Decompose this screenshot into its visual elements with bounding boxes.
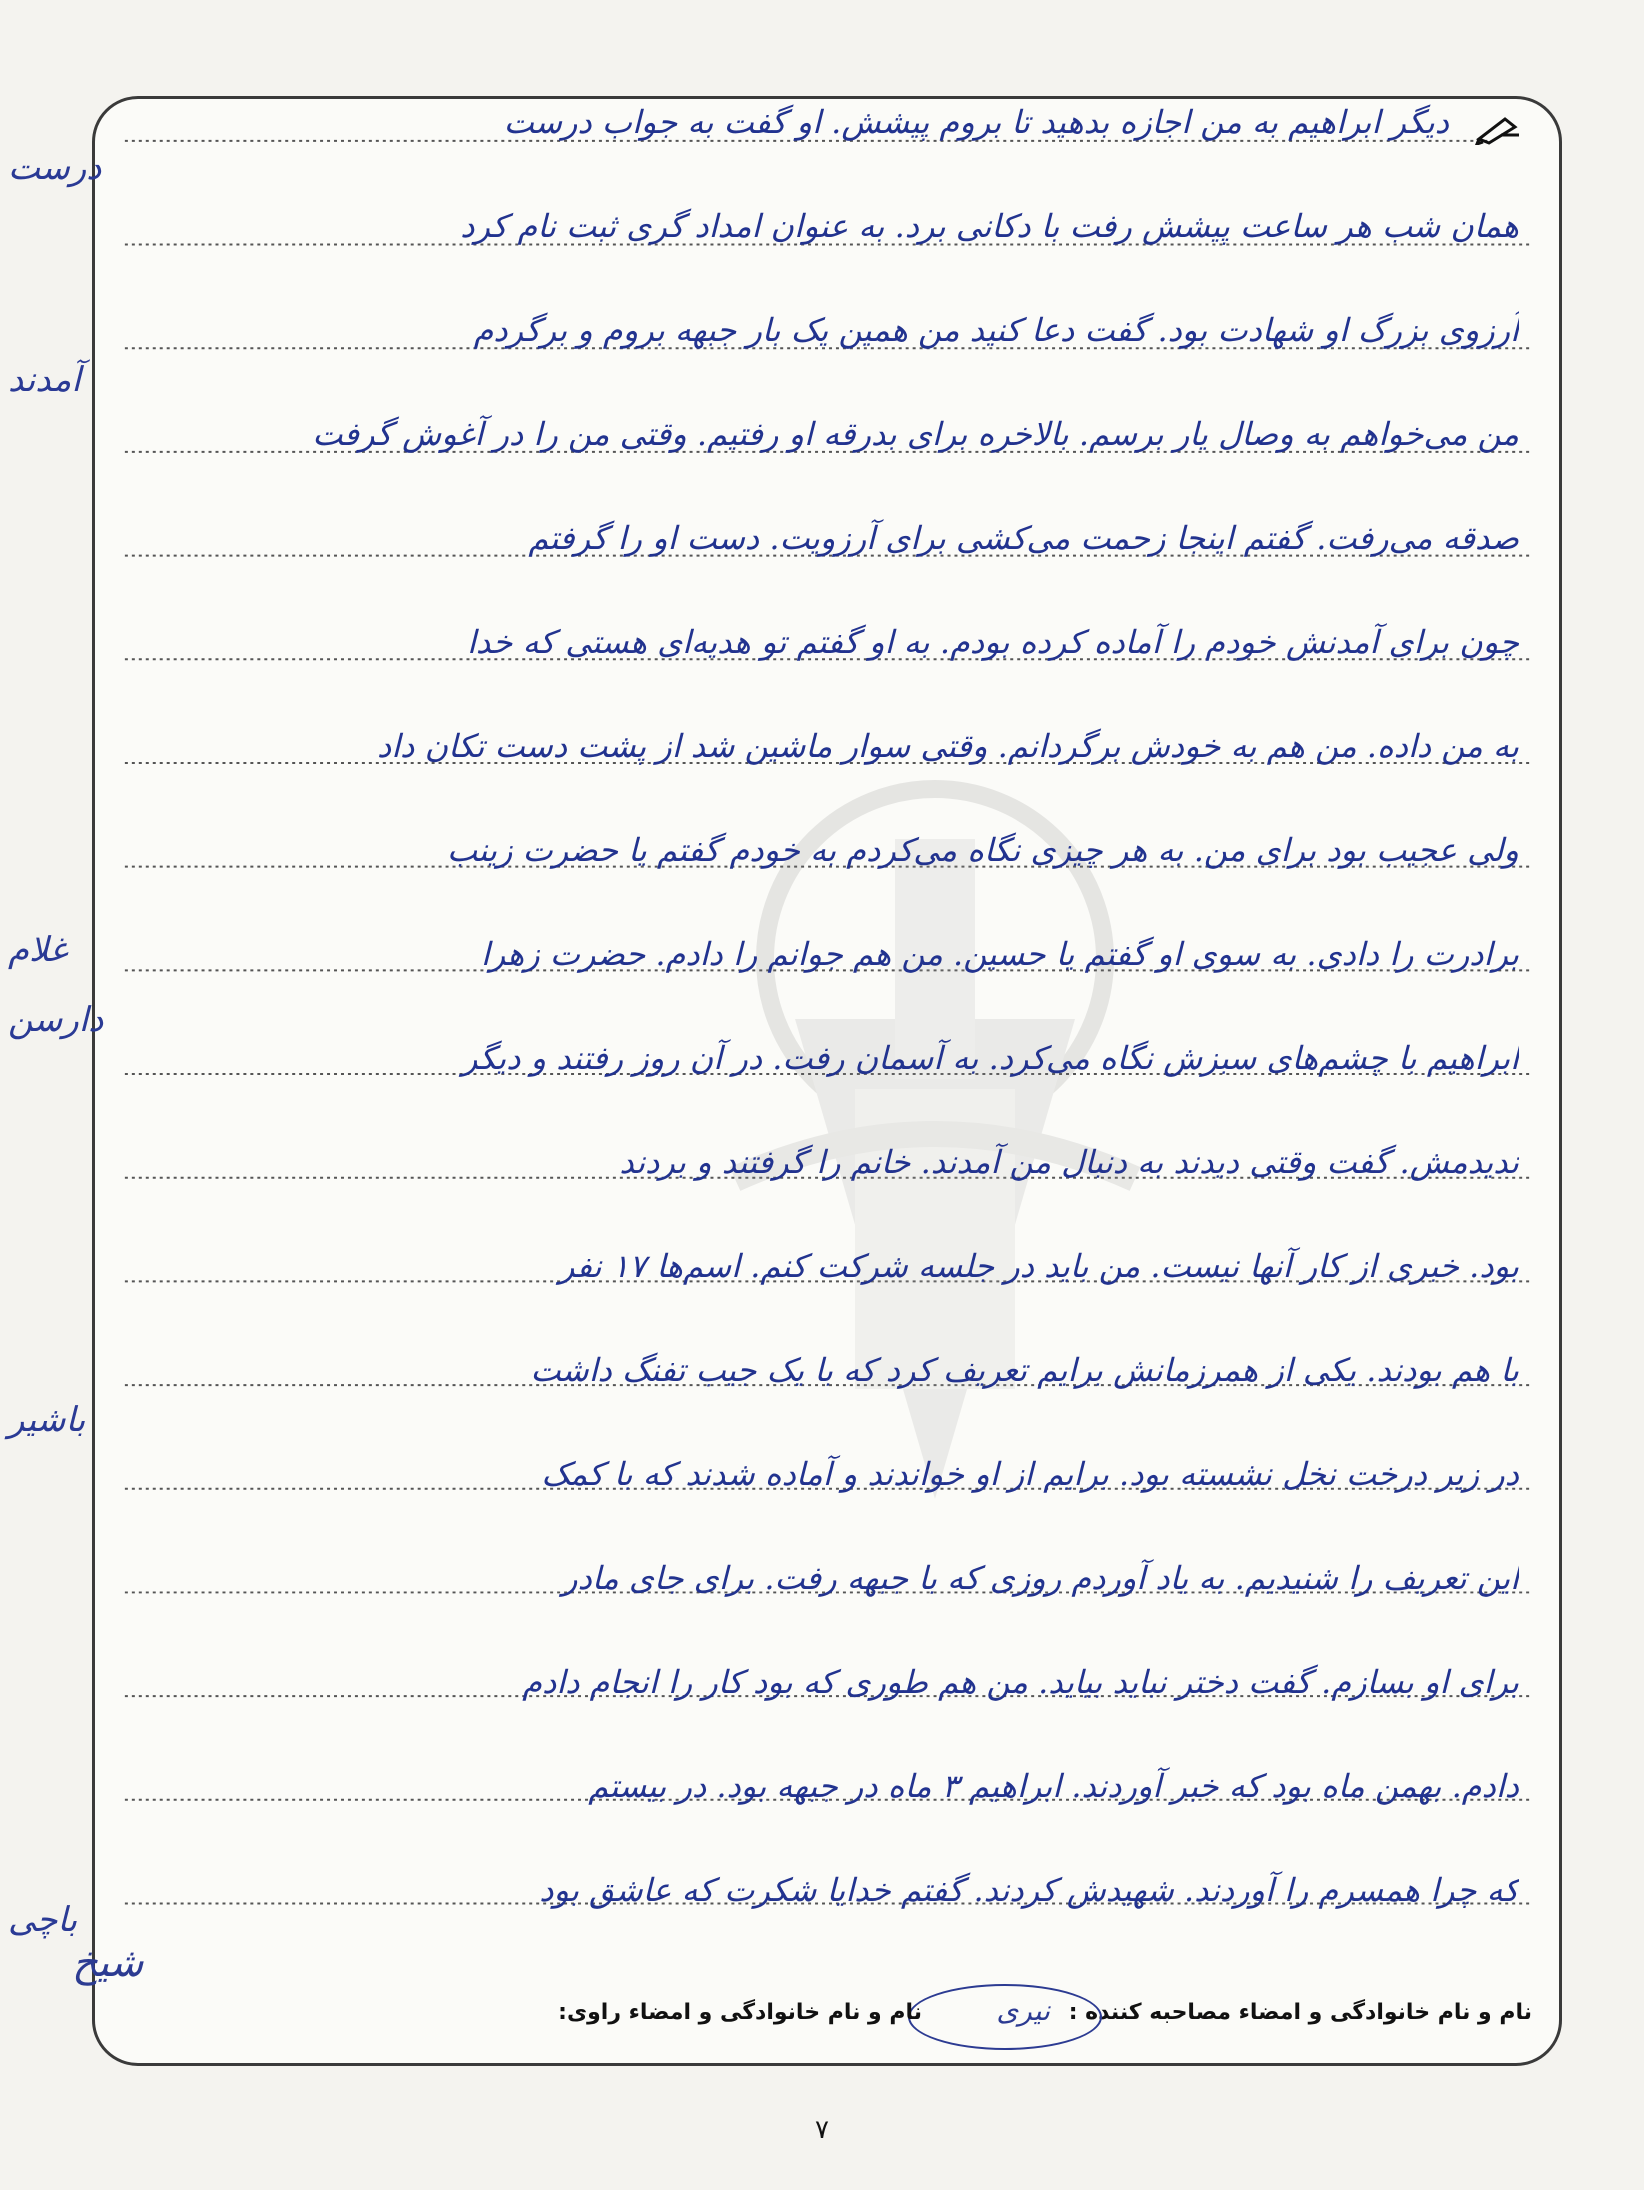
margin-note: درست: [8, 148, 102, 188]
handwritten-line-10: ابراهیم با چشم‌های سبزش نگاه می‌کرد. به آسمان رفت. در آن روز رفتند و دیگر: [461, 1039, 1519, 1077]
narrator-signature: شیخ: [72, 1940, 144, 1986]
interviewer-label: نام و نام خانوادگی و امضاء مصاحبه کننده :: [1068, 2000, 1532, 2025]
emblem-watermark: [655, 759, 1215, 1519]
narrator-label: نام و نام خانوادگی و امضاء راوی:: [558, 2000, 922, 2025]
handwritten-line-2: همان شب هر ساعت پیشش رفت با دکانی برد. به عنوان امداد گری ثبت نام کرد: [460, 207, 1519, 245]
handwritten-line-3: آرزوی بزرگ او شهادت بود. گفت دعا کنید من همین یک بار جبهه بروم و برگردم: [473, 311, 1519, 349]
pen-icon: [1475, 113, 1521, 145]
page-number: ۷: [815, 2115, 829, 2145]
handwritten-line-12: بود. خبری از کار آنها نیست. من باید در جلسه شرکت کنم. اسم‌ها ۱۷ نفر: [558, 1247, 1519, 1285]
handwritten-line-8: ولی عجیب بود برای من. به هر چیزی نگاه می‌کردم به خودم گفتم یا حضرت زینب: [447, 831, 1519, 869]
interviewer-signature: نیری: [996, 1994, 1050, 2027]
handwritten-line-5: صدقه می‌رفت. گفتم اینجا زحمت می‌کشی برای آرزویت. دست او را گرفتم: [528, 519, 1519, 557]
handwritten-line-11: ندیدمش. گفت وقتی دیدند به دنبال من آمدند. خانم را گرفتند و بردند: [619, 1143, 1519, 1181]
handwritten-line-18: که چرا همسرم را آوردند. شهیدش کردند. گفتم خدایا شکرت که عاشق بود: [539, 1871, 1519, 1909]
page-frame: [92, 96, 1562, 2066]
margin-note: باچی: [8, 1900, 78, 1940]
margin-note: دارسن: [8, 1000, 104, 1040]
handwritten-line-1: دیگر ابراهیم به من اجازه بدهید تا بروم پیشش. او گفت به جواب درست: [503, 103, 1449, 141]
handwritten-line-4: من می‌خواهم به وصال یار برسم. بالاخره برای بدرقه او رفتیم. وقتی من را در آغوش گرفت: [312, 415, 1519, 453]
handwritten-line-7: به من داده. من هم به خودش برگردانم. وقتی سوار ماشین شد از پشت دست تکان داد: [377, 727, 1519, 765]
handwritten-line-6: چون برای آمدنش خودم را آماده کرده بودم. به او گفتم تو هدیه‌ای هستی که خدا: [466, 623, 1519, 661]
handwritten-line-15: این تعریف را شنیدیم. به یاد آوردم روزی که با جبهه رفت. برای جای مادر: [562, 1559, 1519, 1597]
handwritten-line-17: دادم. بهمن ماه بود که خبر آوردند. ابراهیم ۳ ماه در جبهه بود. در بیستم: [588, 1767, 1519, 1805]
margin-note: آمدند: [8, 360, 81, 400]
handwritten-line-16: برای او بسازم. گفت دختر نباید بیاید. من هم طوری که بود کار را انجام دادم: [522, 1663, 1519, 1701]
handwritten-line-13: با هم بودند. یکی از همرزمانش برایم تعریف کرد که با یک جیب تفنگ داشت: [530, 1351, 1519, 1389]
handwritten-line-9: برادرت را دادی. به سوی او گفتم یا حسین. من هم جوانم را دادم. حضرت زهرا: [480, 935, 1519, 973]
margin-note: باشیر: [8, 1400, 86, 1440]
handwritten-line-14: در زیر درخت نخل نشسته بود. برایم از او خواندند و آماده شدند که با کمک: [541, 1455, 1519, 1493]
signature-footer: [92, 1980, 1562, 2050]
margin-note: غلام: [8, 930, 68, 970]
